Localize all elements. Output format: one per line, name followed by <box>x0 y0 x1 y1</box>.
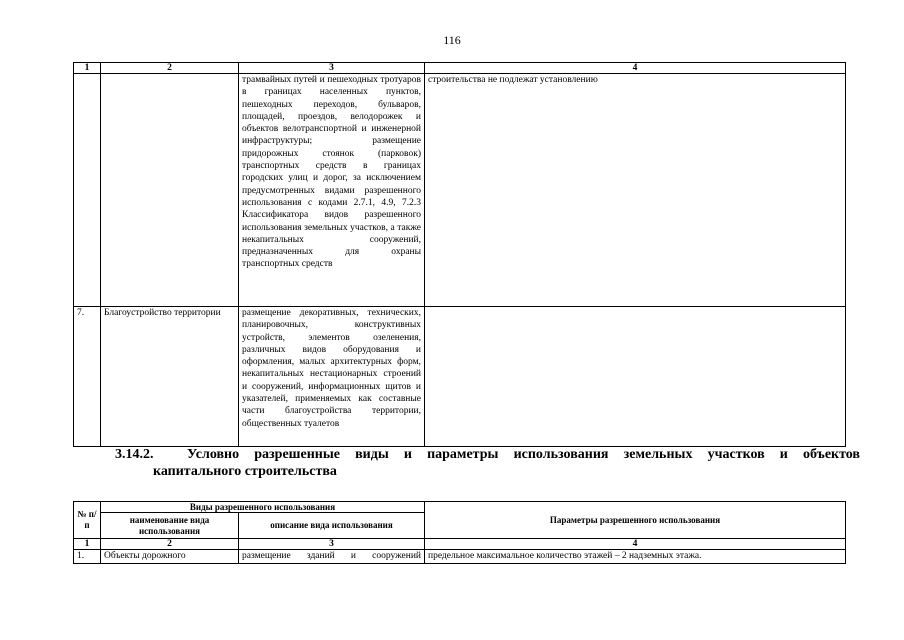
row-number: 7. <box>74 307 101 447</box>
col-header-4: 4 <box>425 63 846 74</box>
conditional-use-table <box>73 501 846 564</box>
page-number: 116 <box>443 33 461 47</box>
col-header-1: 1 <box>74 63 101 74</box>
table-row <box>74 74 846 307</box>
col-header-3: 3 <box>239 63 425 74</box>
section-title-line1: Условно разрешенные виды и параметры использования земельных участков и объектов <box>187 447 860 462</box>
section-title-line2: капитального строительства <box>153 463 337 479</box>
row-number <box>74 74 101 307</box>
column-number-row <box>74 539 846 550</box>
header-row-1 <box>74 502 846 513</box>
col-header-1: 1 <box>74 539 101 550</box>
use-type-description: трамвайных путей и пешеходных тротуаров в границах населенных пунктов, пешеходных переходов, бульваров, площадей, проездов, велодорожек и объектов велотранспортной и инженерной инфраструктуры; размещение придорожных стоянок (парковок) транспортных средств в границах городских улиц и дорог, за исключением предусмотренных видами разрешенного использования с кодами 2.7.1, 4.9, 7.2.3 Классификатора видов разрешенного использования земельных участков, а также некапитальных сооружений, предназначенных для охраны транспортных средств <box>239 74 425 307</box>
header-use-types: Виды разрешенного использования <box>101 502 425 513</box>
column-number-row <box>74 63 846 74</box>
table-row <box>74 307 846 447</box>
use-type-description: размещение декоративных, технических, планировочных, конструктивных устройств, элементов озеленения, различных видов оборудования и оформления, малых архитектурных форм, некапитальных нестационарных строений и сооружений, информационных щитов и указателей, применяемых как составные части благоустройства территории, общественных туалетов <box>239 307 425 447</box>
use-type-name <box>101 74 239 307</box>
use-type-name: Объекты дорожного <box>101 550 239 564</box>
use-type-description: размещение зданий и сооружений <box>239 550 425 564</box>
use-parameters: строительства не подлежат установлению <box>425 74 846 307</box>
col-header-4: 4 <box>425 539 846 550</box>
col-header-3: 3 <box>239 539 425 550</box>
use-parameters: предельное максимальное количество этажей – 2 надземных этажа. <box>425 550 846 564</box>
row-number: 1. <box>74 550 101 564</box>
header-use-description: описание вида использования <box>239 513 425 539</box>
header-parameters: Параметры разрешенного использования <box>425 502 846 539</box>
land-use-table-main <box>73 62 846 447</box>
use-parameters <box>425 307 846 447</box>
header-use-name: наименование вида использования <box>101 513 239 539</box>
section-number: 3.14.2. <box>115 447 154 462</box>
use-type-name: Благоустройство территории <box>101 307 239 447</box>
table-row <box>74 550 846 564</box>
header-row-number: № п/п <box>74 502 101 539</box>
section-heading <box>115 447 860 480</box>
col-header-2: 2 <box>101 63 239 74</box>
col-header-2: 2 <box>101 539 239 550</box>
